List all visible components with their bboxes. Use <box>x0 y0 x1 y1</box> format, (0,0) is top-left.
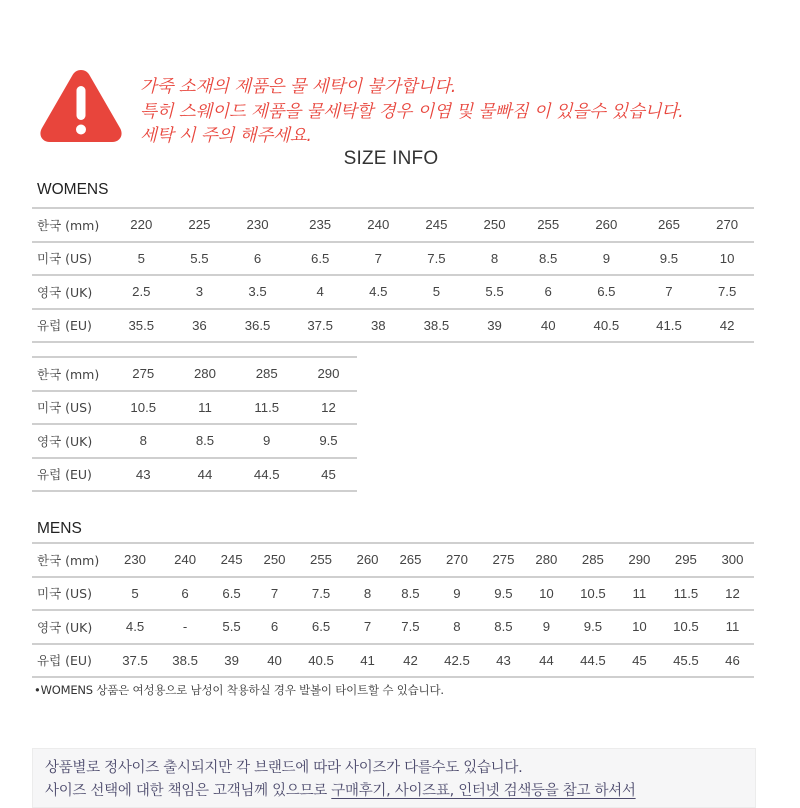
table-cell: 255 <box>296 543 346 577</box>
table-cell: 43 <box>482 644 525 678</box>
table-cell: 40 <box>521 309 575 343</box>
row-header: 영국 (UK) <box>32 610 110 644</box>
table-cell: 6.5 <box>296 610 346 644</box>
table-cell: 260 <box>575 208 638 242</box>
table-cell: 8.5 <box>389 577 432 611</box>
table-cell: 280 <box>525 543 568 577</box>
table-cell: 290 <box>618 543 661 577</box>
table-cell: 35.5 <box>110 309 173 343</box>
row-header: 영국 (UK) <box>32 424 110 458</box>
table-cell: 7 <box>351 242 405 276</box>
table-cell: 8 <box>346 577 389 611</box>
table-row <box>32 208 754 242</box>
table-cell: 9 <box>575 242 638 276</box>
row-header: 한국 (mm) <box>32 357 110 391</box>
table-cell: 285 <box>568 543 618 577</box>
table-cell: 5.5 <box>468 275 522 309</box>
table-row <box>32 242 754 276</box>
table-cell: 12 <box>300 391 357 425</box>
table-cell: 40.5 <box>296 644 346 678</box>
table-row <box>32 275 754 309</box>
table-cell: 9.5 <box>300 424 357 458</box>
table-cell: 245 <box>405 208 468 242</box>
table-cell: 10.5 <box>110 391 176 425</box>
table-cell: - <box>160 610 210 644</box>
warning-line-3: 세탁 시 주의 해주세요. <box>140 126 312 146</box>
table-cell: 270 <box>432 543 482 577</box>
table-cell: 245 <box>210 543 253 577</box>
table-cell: 11 <box>711 610 754 644</box>
table-cell: 265 <box>638 208 701 242</box>
table-cell: 290 <box>300 357 357 391</box>
table-cell: 230 <box>110 543 160 577</box>
notice-line-2-underlined: 구매후기, 사이즈표, 인터넷 검색등을 참고 하셔서 <box>331 783 636 799</box>
table-cell: 275 <box>110 357 176 391</box>
table-cell: 7 <box>346 610 389 644</box>
table-cell: 4.5 <box>110 610 160 644</box>
womens-fit-footnote: •WOMENS 상품은 여성용으로 남성이 착용하실 경우 발볼이 타이트할 수 있습니다. <box>34 683 444 697</box>
table-cell: 41 <box>346 644 389 678</box>
table-cell: 9 <box>233 424 299 458</box>
table-cell: 36.5 <box>226 309 289 343</box>
table-cell: 11 <box>176 391 233 425</box>
row-header: 유럽 (EU) <box>32 309 110 343</box>
table-cell: 41.5 <box>638 309 701 343</box>
table-cell: 6.5 <box>575 275 638 309</box>
table-cell: 255 <box>521 208 575 242</box>
table-cell: 270 <box>700 208 754 242</box>
row-header: 유럽 (EU) <box>32 458 110 492</box>
table-cell: 38.5 <box>405 309 468 343</box>
table-cell: 295 <box>661 543 711 577</box>
table-cell: 250 <box>468 208 522 242</box>
table-cell: 10.5 <box>568 577 618 611</box>
table-cell: 8.5 <box>482 610 525 644</box>
table-cell: 44 <box>176 458 233 492</box>
row-header: 한국 (mm) <box>32 543 110 577</box>
table-cell: 7.5 <box>389 610 432 644</box>
table-cell: 4 <box>289 275 352 309</box>
table-cell: 5.5 <box>210 610 253 644</box>
table-cell: 45 <box>618 644 661 678</box>
table-cell: 6 <box>226 242 289 276</box>
table-cell: 10 <box>525 577 568 611</box>
table-cell: 10.5 <box>661 610 711 644</box>
row-header: 한국 (mm) <box>32 208 110 242</box>
table-cell: 6 <box>253 610 296 644</box>
table-cell: 265 <box>389 543 432 577</box>
table-row <box>32 543 754 577</box>
mens-size-table <box>32 542 754 678</box>
row-header: 미국 (US) <box>32 242 110 276</box>
table-cell: 46 <box>711 644 754 678</box>
table-cell: 6 <box>160 577 210 611</box>
table-cell: 4.5 <box>351 275 405 309</box>
table-cell: 8 <box>468 242 522 276</box>
table-row <box>32 577 754 611</box>
womens-size-table-1 <box>32 207 754 343</box>
table-cell: 45.5 <box>661 644 711 678</box>
table-cell: 39 <box>210 644 253 678</box>
table-cell: 7.5 <box>700 275 754 309</box>
table-cell: 8.5 <box>521 242 575 276</box>
table-cell: 7.5 <box>405 242 468 276</box>
table-cell: 11.5 <box>661 577 711 611</box>
table-cell: 6.5 <box>289 242 352 276</box>
table-cell: 5.5 <box>173 242 227 276</box>
table-cell: 230 <box>226 208 289 242</box>
table-cell: 240 <box>160 543 210 577</box>
table-row <box>32 309 754 343</box>
table-cell: 8.5 <box>176 424 233 458</box>
table-cell: 7.5 <box>296 577 346 611</box>
table-cell: 8 <box>110 424 176 458</box>
table-cell: 44.5 <box>568 644 618 678</box>
table-cell: 9 <box>525 610 568 644</box>
table-cell: 280 <box>176 357 233 391</box>
table-cell: 39 <box>468 309 522 343</box>
table-cell: 12 <box>711 577 754 611</box>
table-cell: 220 <box>110 208 173 242</box>
table-cell: 45 <box>300 458 357 492</box>
table-cell: 5 <box>110 577 160 611</box>
table-cell: 40 <box>253 644 296 678</box>
warning-line-1: 가죽 소재의 제품은 물 세탁이 불가합니다. <box>140 77 457 97</box>
page-title: SIZE INFO <box>343 148 439 169</box>
table-row <box>32 391 357 425</box>
warning-triangle-icon <box>38 66 124 144</box>
table-row <box>32 644 754 678</box>
table-cell: 3.5 <box>226 275 289 309</box>
mens-section-label: MENS <box>37 520 82 537</box>
table-row <box>32 357 357 391</box>
row-header: 미국 (US) <box>32 391 110 425</box>
table-cell: 275 <box>482 543 525 577</box>
table-cell: 3 <box>173 275 227 309</box>
table-cell: 10 <box>700 242 754 276</box>
table-cell: 40.5 <box>575 309 638 343</box>
table-row <box>32 458 357 492</box>
table-row <box>32 424 357 458</box>
table-cell: 285 <box>233 357 299 391</box>
table-cell: 5 <box>405 275 468 309</box>
table-cell: 240 <box>351 208 405 242</box>
womens-size-table-2 <box>32 356 357 492</box>
table-cell: 9.5 <box>568 610 618 644</box>
table-cell: 6.5 <box>210 577 253 611</box>
table-cell: 300 <box>711 543 754 577</box>
table-cell: 7 <box>638 275 701 309</box>
row-header: 미국 (US) <box>32 577 110 611</box>
table-cell: 36 <box>173 309 227 343</box>
womens-section-label: WOMENS <box>37 181 109 198</box>
table-cell: 10 <box>618 610 661 644</box>
table-cell: 44 <box>525 644 568 678</box>
table-cell: 225 <box>173 208 227 242</box>
table-cell: 260 <box>346 543 389 577</box>
notice-line-2-plain: 사이즈 선택에 대한 책임은 고객님께 있으므로 <box>45 783 332 799</box>
table-cell: 11 <box>618 577 661 611</box>
table-cell: 37.5 <box>110 644 160 678</box>
table-cell: 2.5 <box>110 275 173 309</box>
table-cell: 38.5 <box>160 644 210 678</box>
table-cell: 42.5 <box>432 644 482 678</box>
washing-warning-text <box>140 75 683 149</box>
notice-line-1: 상품별로 정사이즈 출시되지만 각 브랜드에 따라 사이즈가 다를수도 있습니다. <box>45 760 523 776</box>
table-cell: 9 <box>432 577 482 611</box>
table-cell: 8 <box>432 610 482 644</box>
row-header: 유럽 (EU) <box>32 644 110 678</box>
table-cell: 6 <box>521 275 575 309</box>
table-cell: 43 <box>110 458 176 492</box>
warning-line-2: 특히 스웨이드 제품을 물세탁할 경우 이염 및 물빠짐 이 있을수 있습니다. <box>140 101 684 122</box>
table-cell: 37.5 <box>289 309 352 343</box>
table-row <box>32 610 754 644</box>
table-cell: 38 <box>351 309 405 343</box>
table-cell: 5 <box>110 242 173 276</box>
table-cell: 250 <box>253 543 296 577</box>
table-cell: 42 <box>700 309 754 343</box>
table-cell: 9.5 <box>482 577 525 611</box>
table-cell: 42 <box>389 644 432 678</box>
table-cell: 235 <box>289 208 352 242</box>
table-cell: 11.5 <box>233 391 299 425</box>
table-cell: 7 <box>253 577 296 611</box>
table-cell: 9.5 <box>638 242 701 276</box>
row-header: 영국 (UK) <box>32 275 110 309</box>
table-cell: 44.5 <box>233 458 299 492</box>
size-notice-text <box>45 757 636 803</box>
